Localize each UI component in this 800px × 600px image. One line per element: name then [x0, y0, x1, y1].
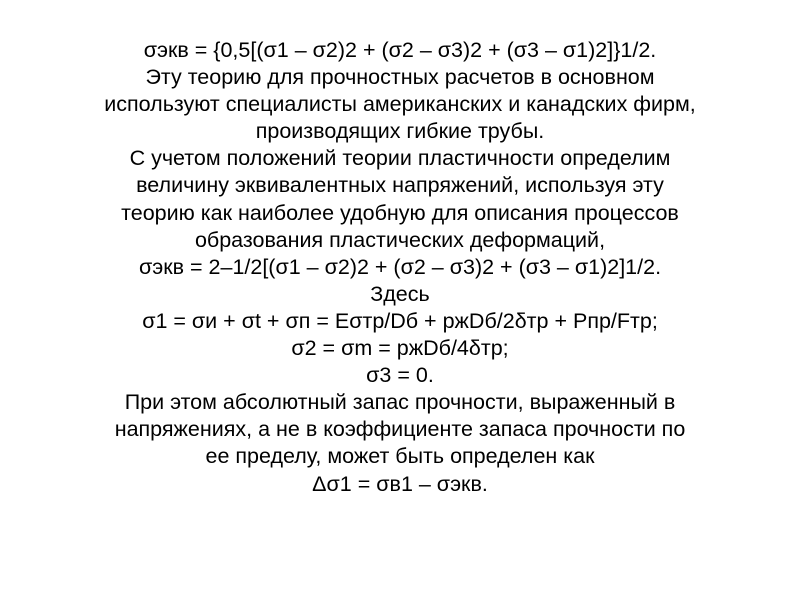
- formula-sigma-1: σ1 = σи + σt + σп = Eσтр/Dб + pжDб/2δтр + Pпр/Fтр;: [142, 308, 658, 333]
- formula-sigma-2: σ2 = σm = pжDб/4δтр;: [291, 336, 509, 361]
- text-line: теорию как наиболее удобную для описания процессов: [121, 200, 679, 225]
- text-line: Здесь: [370, 281, 430, 306]
- text-line: используют специалисты американских и канадских фирм,: [104, 92, 696, 117]
- text-line: образования пластических деформаций,: [194, 227, 606, 252]
- text-line: напряжениях, а не в коэффициенте запаса прочности по: [114, 417, 686, 442]
- text-line: производящих гибкие трубы.: [255, 119, 545, 144]
- text-line: ее пределу, может быть определен как: [205, 444, 595, 469]
- text-line: При этом абсолютный запас прочности, выраженный в: [124, 390, 676, 415]
- formula-equivalent-stress-2: σэкв = 2–1/2[(σ1 – σ2)2 + (σ2 – σ3)2 + (σ3 – σ1)2]1/2.: [138, 254, 662, 279]
- text-line: Эту теорию для прочностных расчетов в основном: [145, 65, 655, 90]
- slide-text-block: [30, 37, 770, 498]
- formula-sigma-3: σ3 = 0.: [366, 363, 434, 388]
- formula-equivalent-stress-1: σэкв = {0,5[(σ1 – σ2)2 + (σ2 – σ3)2 + (σ3 – σ1)2]}1/2.: [143, 38, 657, 62]
- text-line: С учетом положений теории пластичности определим: [129, 146, 671, 171]
- formula-safety-margin: Δσ1 = σв1 – σэкв.: [312, 471, 488, 496]
- text-line: величину эквивалентных напряжений, используя эту: [136, 173, 664, 198]
